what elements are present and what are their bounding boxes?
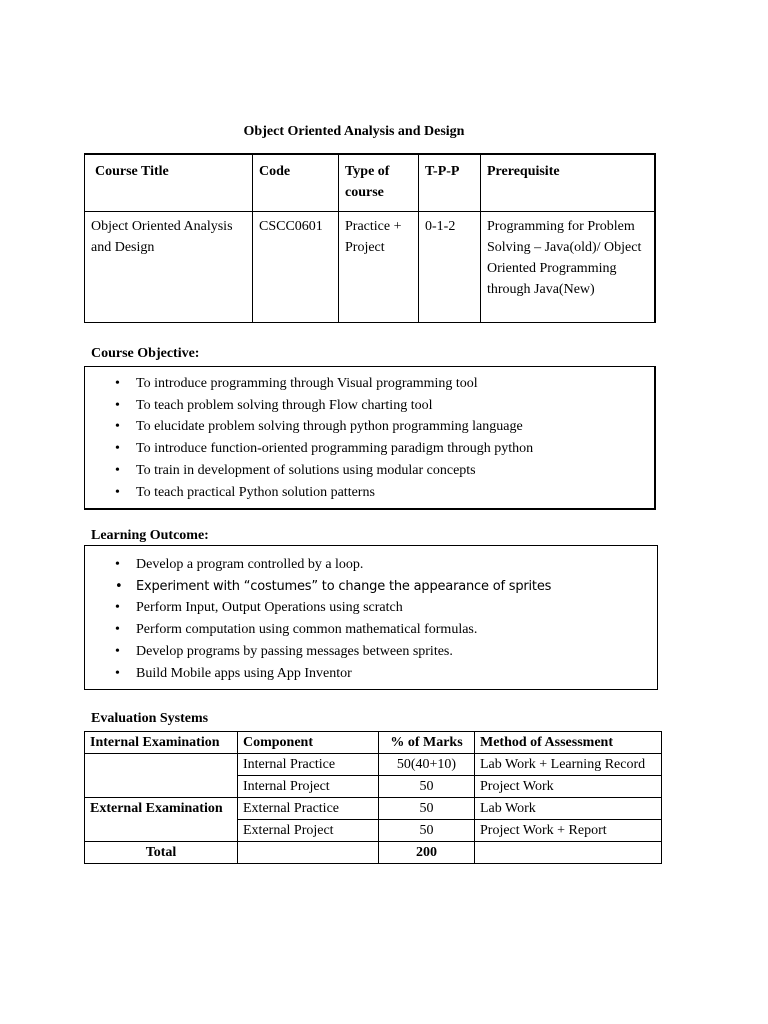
- marks-cell: 50: [379, 820, 475, 842]
- component-cell: External Project: [238, 820, 379, 842]
- header-tpp: T-P-P: [419, 154, 481, 212]
- component-cell: Internal Project: [238, 776, 379, 798]
- table-row: [85, 732, 662, 754]
- eval-header-marks: % of Marks: [379, 732, 475, 754]
- list-item: • Experiment with “costumes” to change the appearance of sprites: [136, 576, 657, 598]
- internal-exam-spacer: [85, 754, 238, 798]
- eval-header-internal-examination: Internal Examination: [85, 732, 238, 754]
- list-item: • To teach problem solving through Flow charting tool: [136, 395, 654, 417]
- list-item: • To teach practical Python solution patterns: [136, 482, 654, 504]
- total-method-empty: [475, 842, 662, 864]
- table-row: [85, 754, 662, 776]
- course-table-header-row: [85, 154, 656, 212]
- list-item: • To elucidate problem solving through python programming language: [136, 416, 654, 438]
- course-objective-heading: Course Objective:: [91, 346, 200, 361]
- method-cell: Lab Work + Learning Record: [475, 754, 662, 776]
- external-exam-label: External Examination: [85, 798, 238, 842]
- document-title: Object Oriented Analysis and Design: [243, 124, 465, 139]
- eval-header-component: Component: [238, 732, 379, 754]
- list-item: • Build Mobile apps using App Inventor: [136, 663, 657, 685]
- method-cell: Project Work: [475, 776, 662, 798]
- total-marks: 200: [379, 842, 475, 864]
- method-cell: Project Work + Report: [475, 820, 662, 842]
- list-item: • To introduce programming through Visual programming tool: [136, 373, 654, 395]
- list-item: • Develop programs by passing messages between sprites.: [136, 641, 657, 663]
- header-code: Code: [253, 154, 339, 212]
- evaluation-table: [84, 731, 662, 864]
- list-item: • To train in development of solutions using modular concepts: [136, 460, 654, 482]
- list-item: • Perform Input, Output Operations using scratch: [136, 597, 657, 619]
- learning-outcome-box: [84, 545, 658, 690]
- total-label: Total: [85, 842, 238, 864]
- table-row: [85, 842, 662, 864]
- course-code-value: CSCC0601: [253, 212, 339, 323]
- method-cell: Lab Work: [475, 798, 662, 820]
- header-type-of-course: Type of course: [339, 154, 419, 212]
- header-prerequisite: Prerequisite: [481, 154, 656, 212]
- table-row: [85, 798, 662, 820]
- marks-cell: 50: [379, 798, 475, 820]
- evaluation-heading: Evaluation Systems: [91, 711, 209, 726]
- learning-outcome-heading: Learning Outcome:: [91, 528, 209, 543]
- learning-outcome-list: [85, 554, 657, 684]
- eval-header-method: Method of Assessment: [475, 732, 662, 754]
- list-item: • Perform computation using common mathematical formulas.: [136, 619, 657, 641]
- marks-cell: 50(40+10): [379, 754, 475, 776]
- course-objective-box: [84, 366, 656, 510]
- course-info-table: [84, 153, 656, 323]
- list-item: • To introduce function-oriented programming paradigm through python: [136, 438, 654, 460]
- marks-cell: 50: [379, 776, 475, 798]
- course-prerequisite-value: Programming for Problem Solving – Java(old)/ Object Oriented Programming through Java(New): [481, 212, 656, 323]
- course-objective-list: [85, 373, 654, 503]
- total-component-empty: [238, 842, 379, 864]
- component-cell: External Practice: [238, 798, 379, 820]
- course-type-value: Practice + Project: [339, 212, 419, 323]
- course-table-row: [85, 212, 656, 323]
- list-item: • Develop a program controlled by a loop.: [136, 554, 657, 576]
- course-tpp-value: 0-1-2: [419, 212, 481, 323]
- header-course-title: Course Title: [85, 154, 253, 212]
- course-title-value: Object Oriented Analysis and Design: [85, 212, 253, 323]
- component-cell: Internal Practice: [238, 754, 379, 776]
